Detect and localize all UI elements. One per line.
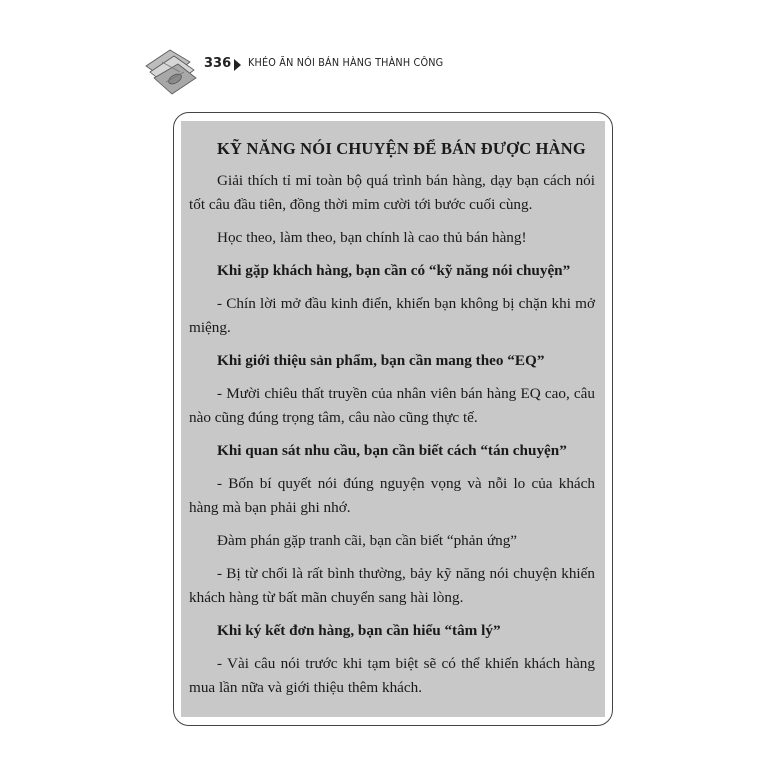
paragraph: - Chín lời mở đầu kinh điển, khiến bạn không bị chặn khi mở miệng.	[189, 295, 595, 336]
content-box	[181, 121, 605, 717]
header-marker-icon	[234, 59, 241, 71]
paragraph: - Bốn bí quyết nói đúng nguyện vọng và nỗi lo của khách hàng mà bạn phải ghi nhớ.	[189, 475, 595, 516]
paragraph: Học theo, làm theo, bạn chính là cao thủ bán hàng!	[217, 229, 527, 246]
paragraph: - Vài câu nói trước khi tạm biệt sẽ có thể khiến khách hàng mua lần nữa và giới thiệu thêm khách.	[189, 655, 595, 696]
paragraph: - Bị từ chối là rất bình thường, bảy kỹ năng nói chuyện khiến khách hàng từ bất mãn chuyển sang hài lòng.	[189, 565, 595, 606]
box-title: KỸ NĂNG NÓI CHUYỆN ĐỂ BÁN ĐƯỢC HÀNG	[217, 139, 586, 158]
section-heading: Khi giới thiệu sản phẩm, bạn cần mang theo “EQ”	[217, 352, 545, 369]
money-bills-icon	[140, 42, 200, 98]
paragraph: Đàm phán gặp tranh cãi, bạn cần biết “phản ứng”	[217, 532, 518, 549]
section-heading: Khi quan sát nhu cầu, bạn cần biết cách “tán chuyện”	[217, 442, 567, 459]
paragraph-list	[189, 169, 595, 700]
book-title: KHÉO ĂN NÓI BÁN HÀNG THÀNH CÔNG	[248, 57, 444, 69]
paragraph: Giải thích tỉ mỉ toàn bộ quá trình bán hàng, dạy bạn cách nói tốt câu đầu tiên, đồng thời mỉm cười tới bước cuối cùng.	[189, 172, 595, 213]
paragraph: - Mười chiêu thất truyền của nhân viên bán hàng EQ cao, câu nào cũng đúng trọng tâm, câu nào cũng thực tế.	[189, 385, 595, 426]
page-number: 336	[204, 56, 232, 71]
section-heading: Khi ký kết đơn hàng, bạn cần hiểu “tâm lý”	[217, 622, 501, 639]
page-header	[140, 42, 560, 98]
section-heading: Khi gặp khách hàng, bạn cần có “kỹ năng nói chuyện”	[217, 262, 571, 279]
